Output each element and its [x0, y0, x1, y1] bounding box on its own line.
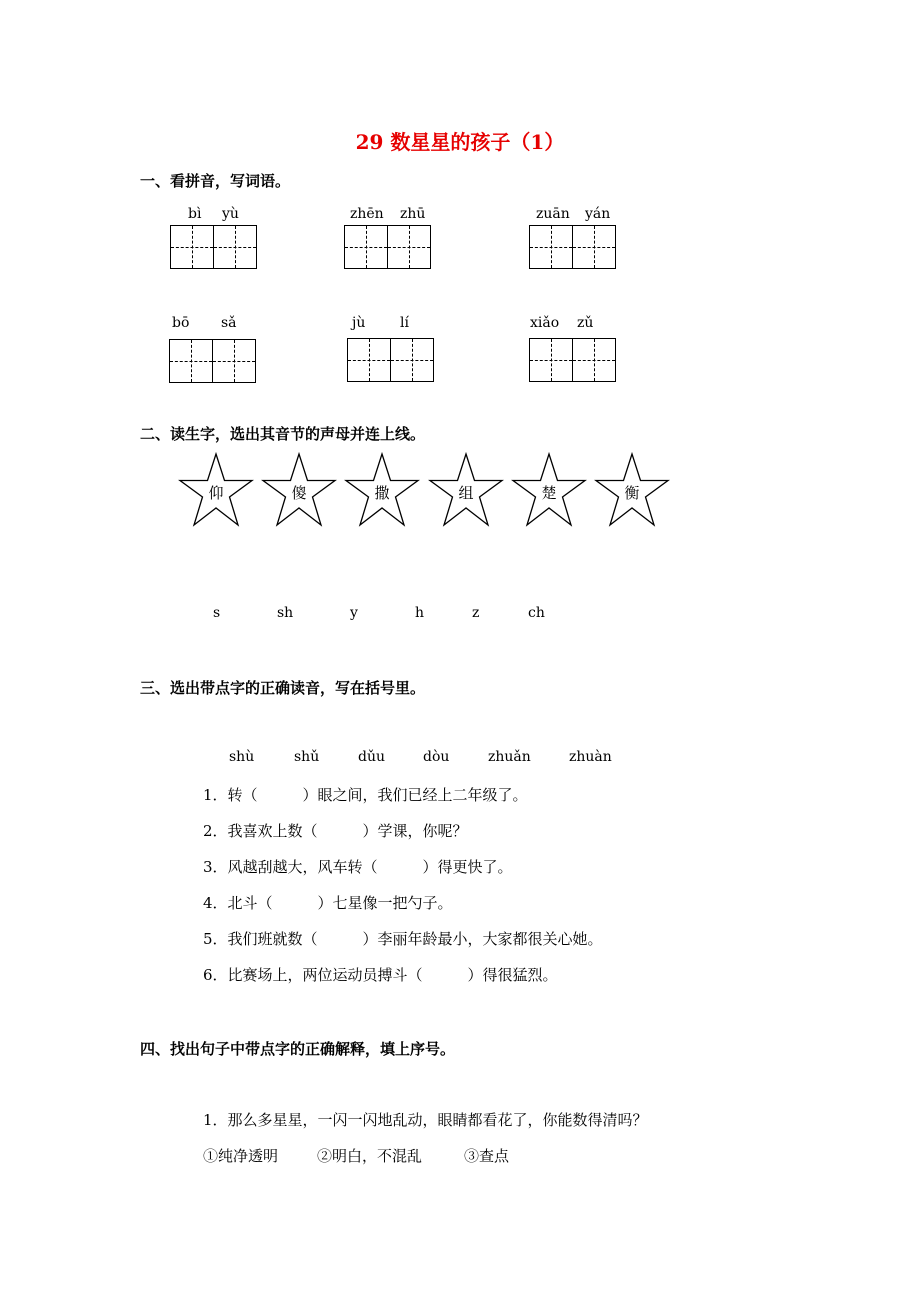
reading-option: dǔu — [358, 749, 385, 765]
pinyin-label: zǔ — [577, 315, 594, 331]
star-character[interactable] — [511, 452, 587, 530]
pinyin-label: zuān — [536, 206, 570, 222]
star-character[interactable] — [178, 452, 254, 530]
reading-option: zhuàn — [569, 749, 612, 765]
section-2-heading: 二、读生字，选出其音节的声母并连上线。 — [140, 425, 426, 443]
tianzige-grid[interactable] — [529, 225, 616, 269]
exercise-sentence: 5．我们班就数（ ）李丽年龄最小，大家都很关心她。 — [203, 930, 603, 948]
star-char-label: 撒 — [374, 484, 390, 502]
reading-option: shù — [229, 749, 255, 765]
pinyin-label: bō — [172, 315, 190, 331]
initial-option[interactable]: sh — [277, 605, 294, 621]
initial-option[interactable]: s — [213, 605, 221, 621]
section-4-heading: 四、找出句子中带点字的正确解释，填上序号。 — [140, 1040, 456, 1058]
tianzige-grid[interactable] — [169, 339, 256, 383]
tianzige-grid[interactable] — [347, 338, 434, 382]
exercise-sentence: 3．风越刮越大，风车转（ ）得更快了。 — [203, 858, 513, 876]
pinyin-label: yán — [585, 206, 611, 222]
choice-item: ②明白，不混乱 — [317, 1147, 423, 1165]
pinyin-label: zhēn — [350, 206, 384, 222]
tianzige-grid[interactable] — [344, 225, 431, 269]
pinyin-label: jù — [352, 315, 366, 331]
star-char-label: 衡 — [624, 484, 640, 502]
star-char-label: 组 — [458, 484, 474, 502]
initial-option[interactable]: y — [350, 605, 358, 621]
initial-option[interactable]: h — [415, 605, 425, 621]
exercise-sentence: 6．比赛场上，两位运动员搏斗（ ）得很猛烈。 — [203, 966, 558, 984]
exercise-sentence: 1．那么多星星，一闪一闪地乱动，眼睛都看花了，你能数得清吗？ — [203, 1111, 648, 1129]
exercise-sentence: 1．转（ ）眼之间，我们已经上二年级了。 — [203, 786, 528, 804]
star-char-label: 傻 — [291, 484, 307, 502]
star-character[interactable] — [594, 452, 670, 530]
section-3-heading: 三、选出带点字的正确读音，写在括号里。 — [140, 679, 426, 697]
initial-option[interactable]: ch — [528, 605, 545, 621]
tianzige-grid[interactable] — [170, 225, 257, 269]
star-character[interactable] — [428, 452, 504, 530]
exercise-sentence: 4．北斗（ ）七星像一把勺子。 — [203, 894, 453, 912]
star-char-label: 仰 — [208, 484, 224, 502]
pinyin-label: yù — [222, 206, 239, 222]
star-character[interactable] — [261, 452, 337, 530]
choice-item: ③查点 — [464, 1147, 510, 1165]
pinyin-label: bì — [188, 206, 202, 222]
reading-option: zhuǎn — [488, 749, 531, 765]
pinyin-label: sǎ — [221, 315, 237, 331]
pinyin-label: xiǎo — [530, 315, 560, 331]
exercise-sentence: 2．我喜欢上数（ ）学课，你呢？ — [203, 822, 468, 840]
section-1-heading: 一、看拼音，写词语。 — [140, 172, 291, 190]
reading-option: dòu — [423, 749, 450, 765]
pinyin-label: lí — [400, 315, 409, 331]
reading-option: shǔ — [294, 749, 320, 765]
choice-item: ①纯净透明 — [203, 1147, 279, 1165]
pinyin-label: zhū — [400, 206, 426, 222]
page-title: 29 数星星的孩子（1） — [355, 130, 565, 154]
star-character[interactable] — [344, 452, 420, 530]
initial-option[interactable]: z — [472, 605, 480, 621]
tianzige-grid[interactable] — [529, 338, 616, 382]
star-char-label: 楚 — [541, 484, 557, 502]
